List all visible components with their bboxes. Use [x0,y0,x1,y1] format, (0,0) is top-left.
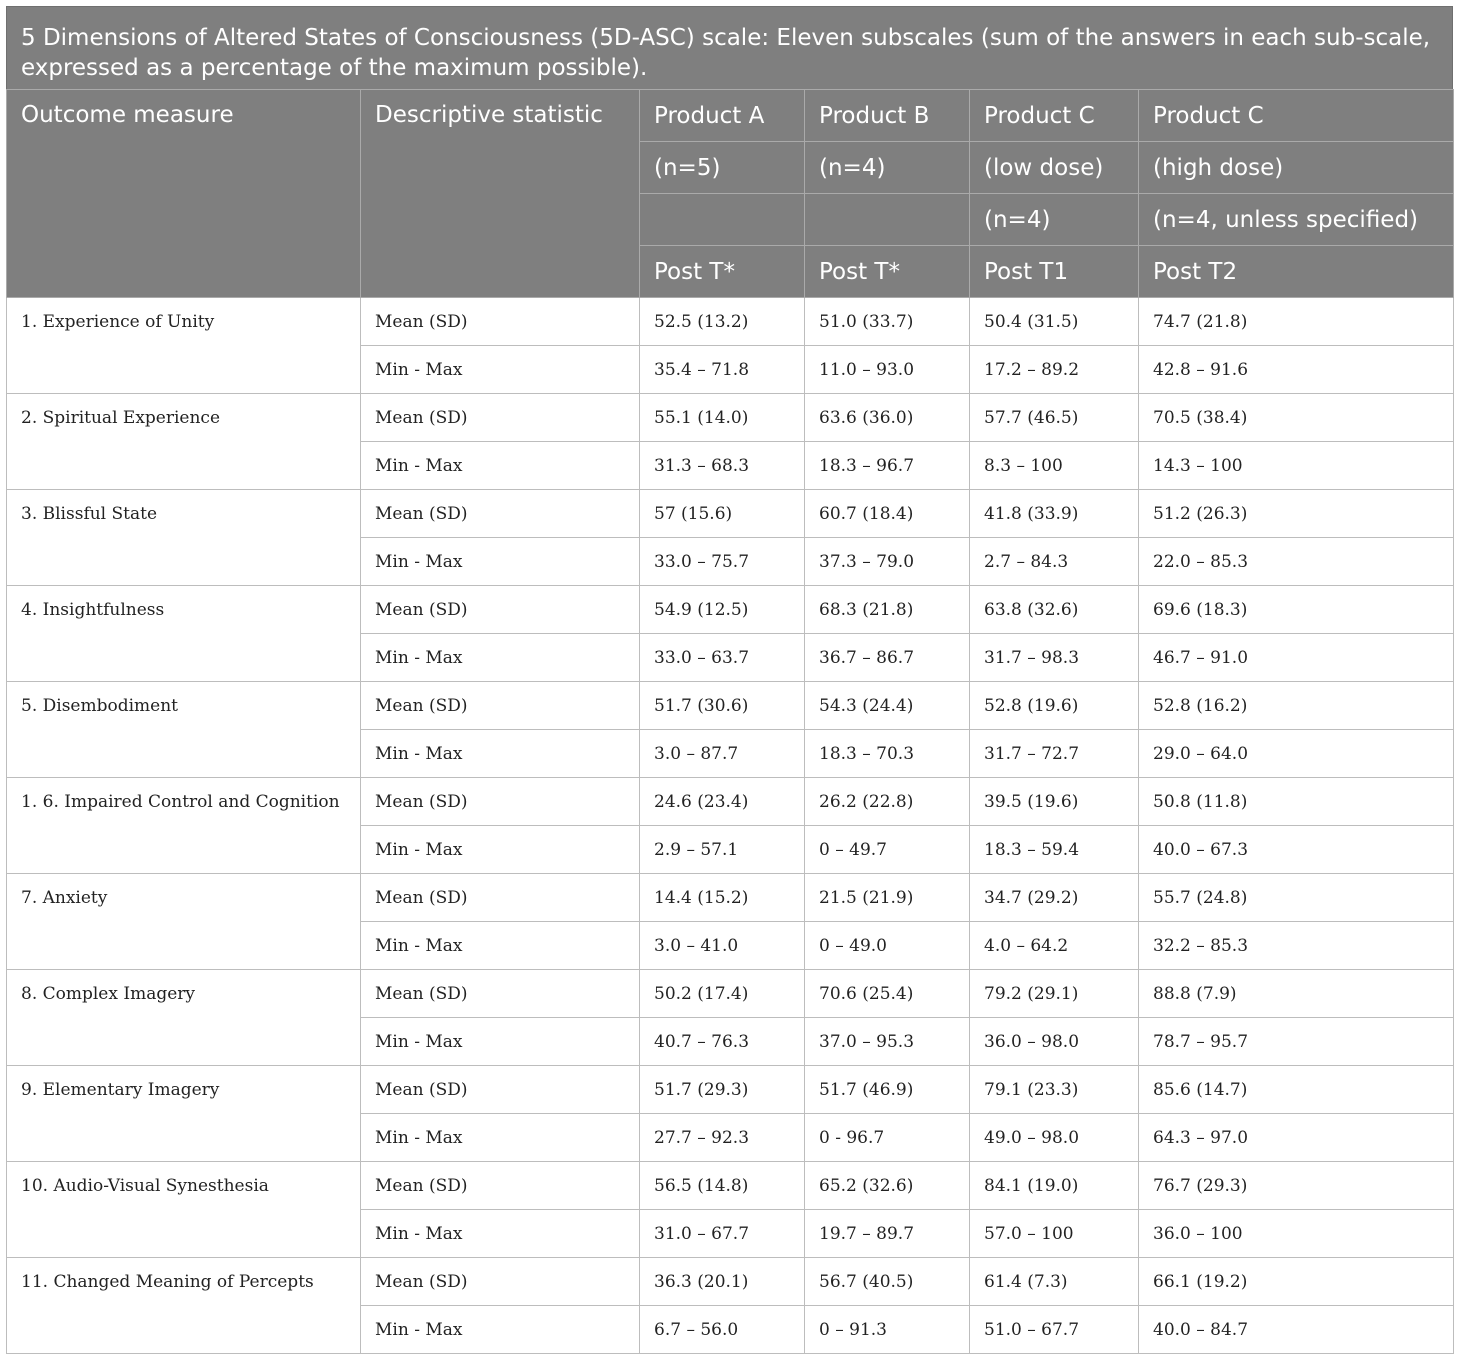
table-row [7,970,1454,1018]
table-cell: 68.3 (21.8) [805,586,970,634]
row-measure-label: 7. Anxiety [7,874,361,970]
header-row [7,90,1454,142]
table-cell: 51.7 (29.3) [640,1066,805,1114]
table-cell: 39.5 (19.6) [970,778,1139,826]
header-product-a-timepoint: Post T* [640,246,805,298]
table-row [7,586,1454,634]
table-cell: 55.1 (14.0) [640,394,805,442]
header-product-b-n: (n=4) [805,142,970,194]
table-cell: 52.5 (13.2) [640,298,805,346]
table-cell: 76.7 (29.3) [1139,1162,1454,1210]
table-cell: 63.6 (36.0) [805,394,970,442]
table-row [7,778,1454,826]
header-descriptive-statistic: Descriptive statistic [361,90,640,298]
table-cell: 41.8 (33.9) [970,490,1139,538]
table-caption: 5 Dimensions of Altered States of Consciousness (5D-ASC) scale: Eleven subscales (sum of the answers in each sub-scale, expressed as a percentage of the maximum possible). [6,6,1453,89]
row-stat-label: Mean (SD) [361,490,640,538]
table-cell: 37.3 – 79.0 [805,538,970,586]
table-cell: 27.7 – 92.3 [640,1114,805,1162]
table-cell: 11.0 – 93.0 [805,346,970,394]
table-cell: 40.0 – 84.7 [1139,1306,1454,1354]
table-cell: 31.7 – 72.7 [970,730,1139,778]
row-stat-label: Mean (SD) [361,778,640,826]
table-cell: 0 – 49.0 [805,922,970,970]
table-cell: 54.3 (24.4) [805,682,970,730]
table-cell: 85.6 (14.7) [1139,1066,1454,1114]
row-stat-label: Mean (SD) [361,1258,640,1306]
row-measure-label: 10. Audio-Visual Synesthesia [7,1162,361,1258]
table-cell: 50.2 (17.4) [640,970,805,1018]
table-cell: 51.7 (30.6) [640,682,805,730]
table-cell: 37.0 – 95.3 [805,1018,970,1066]
table-cell: 31.7 – 98.3 [970,634,1139,682]
table-cell: 18.3 – 96.7 [805,442,970,490]
table-header [7,90,1454,298]
table-cell: 79.1 (23.3) [970,1066,1139,1114]
table-cell: 40.7 – 76.3 [640,1018,805,1066]
row-stat-label: Min - Max [361,538,640,586]
table-cell: 18.3 – 70.3 [805,730,970,778]
header-product-c-high-name: Product C [1139,90,1454,142]
row-stat-label: Min - Max [361,1018,640,1066]
table-cell: 66.1 (19.2) [1139,1258,1454,1306]
table-cell: 14.3 – 100 [1139,442,1454,490]
table-cell: 22.0 – 85.3 [1139,538,1454,586]
table-body [7,298,1454,1354]
table-cell: 26.2 (22.8) [805,778,970,826]
row-measure-label: 9. Elementary Imagery [7,1066,361,1162]
table-cell: 61.4 (7.3) [970,1258,1139,1306]
table-cell: 36.0 – 100 [1139,1210,1454,1258]
table-cell: 56.7 (40.5) [805,1258,970,1306]
header-product-a-name: Product A [640,90,805,142]
header-product-c-high-dose: (high dose) [1139,142,1454,194]
table-cell: 84.1 (19.0) [970,1162,1139,1210]
table-cell: 70.5 (38.4) [1139,394,1454,442]
row-stat-label: Min - Max [361,1114,640,1162]
row-stat-label: Mean (SD) [361,970,640,1018]
row-stat-label: Mean (SD) [361,1162,640,1210]
row-stat-label: Min - Max [361,730,640,778]
table-cell: 2.7 – 84.3 [970,538,1139,586]
table-cell: 33.0 – 75.7 [640,538,805,586]
row-stat-label: Min - Max [361,826,640,874]
header-outcome-measure: Outcome measure [7,90,361,298]
header-product-b-timepoint: Post T* [805,246,970,298]
table-cell: 32.2 – 85.3 [1139,922,1454,970]
table-cell: 60.7 (18.4) [805,490,970,538]
table-cell: 0 - 96.7 [805,1114,970,1162]
row-stat-label: Mean (SD) [361,394,640,442]
table-cell: 64.3 – 97.0 [1139,1114,1454,1162]
row-measure-label: 8. Complex Imagery [7,970,361,1066]
table-cell: 51.7 (46.9) [805,1066,970,1114]
results-table [6,89,1454,1354]
table-cell: 36.0 – 98.0 [970,1018,1139,1066]
row-stat-label: Mean (SD) [361,298,640,346]
table-row [7,1162,1454,1210]
table-cell: 29.0 – 64.0 [1139,730,1454,778]
table-cell: 65.2 (32.6) [805,1162,970,1210]
table-cell: 46.7 – 91.0 [1139,634,1454,682]
table-cell: 56.5 (14.8) [640,1162,805,1210]
table-cell: 36.7 – 86.7 [805,634,970,682]
table-cell: 51.0 – 67.7 [970,1306,1139,1354]
table-row [7,394,1454,442]
table-row [7,298,1454,346]
table-row [7,682,1454,730]
table-cell: 88.8 (7.9) [1139,970,1454,1018]
table-cell: 51.2 (26.3) [1139,490,1454,538]
table-container [6,6,1453,1354]
header-product-c-low-timepoint: Post T1 [970,246,1139,298]
table-cell: 57 (15.6) [640,490,805,538]
table-cell: 31.0 – 67.7 [640,1210,805,1258]
table-row [7,490,1454,538]
header-product-a-n: (n=5) [640,142,805,194]
row-measure-label: 4. Insightfulness [7,586,361,682]
table-cell: 63.8 (32.6) [970,586,1139,634]
row-measure-label: 5. Disembodiment [7,682,361,778]
table-cell: 14.4 (15.2) [640,874,805,922]
table-cell: 3.0 – 87.7 [640,730,805,778]
table-cell: 57.7 (46.5) [970,394,1139,442]
table-cell: 49.0 – 98.0 [970,1114,1139,1162]
header-product-c-low-name: Product C [970,90,1139,142]
row-stat-label: Min - Max [361,1210,640,1258]
table-cell: 19.7 – 89.7 [805,1210,970,1258]
header-product-b-name: Product B [805,90,970,142]
row-measure-label: 1. 6. Impaired Control and Cognition [7,778,361,874]
table-cell: 33.0 – 63.7 [640,634,805,682]
table-cell: 2.9 – 57.1 [640,826,805,874]
table-cell: 8.3 – 100 [970,442,1139,490]
table-cell: 18.3 – 59.4 [970,826,1139,874]
header-product-c-high-n: (n=4, unless specified) [1139,194,1454,246]
row-stat-label: Mean (SD) [361,1066,640,1114]
table-cell: 51.0 (33.7) [805,298,970,346]
header-product-c-low-n: (n=4) [970,194,1139,246]
table-cell: 31.3 – 68.3 [640,442,805,490]
row-stat-label: Min - Max [361,922,640,970]
header-product-a-extra [640,194,805,246]
table-cell: 35.4 – 71.8 [640,346,805,394]
table-cell: 57.0 – 100 [970,1210,1139,1258]
table-cell: 50.4 (31.5) [970,298,1139,346]
table-cell: 34.7 (29.2) [970,874,1139,922]
table-row [7,874,1454,922]
table-cell: 4.0 – 64.2 [970,922,1139,970]
table-cell: 42.8 – 91.6 [1139,346,1454,394]
row-measure-label: 2. Spiritual Experience [7,394,361,490]
row-stat-label: Mean (SD) [361,682,640,730]
row-measure-label: 1. Experience of Unity [7,298,361,394]
row-stat-label: Min - Max [361,634,640,682]
table-cell: 17.2 – 89.2 [970,346,1139,394]
table-cell: 3.0 – 41.0 [640,922,805,970]
row-stat-label: Mean (SD) [361,874,640,922]
row-stat-label: Min - Max [361,442,640,490]
table-cell: 0 – 91.3 [805,1306,970,1354]
table-row [7,1258,1454,1306]
header-product-c-low-dose: (low dose) [970,142,1139,194]
table-row [7,1066,1454,1114]
table-cell: 24.6 (23.4) [640,778,805,826]
table-cell: 52.8 (16.2) [1139,682,1454,730]
table-cell: 79.2 (29.1) [970,970,1139,1018]
row-stat-label: Min - Max [361,346,640,394]
table-cell: 6.7 – 56.0 [640,1306,805,1354]
table-cell: 50.8 (11.8) [1139,778,1454,826]
table-cell: 70.6 (25.4) [805,970,970,1018]
header-product-c-high-timepoint: Post T2 [1139,246,1454,298]
table-cell: 52.8 (19.6) [970,682,1139,730]
table-cell: 69.6 (18.3) [1139,586,1454,634]
table-cell: 55.7 (24.8) [1139,874,1454,922]
header-product-b-extra [805,194,970,246]
table-cell: 0 – 49.7 [805,826,970,874]
table-cell: 74.7 (21.8) [1139,298,1454,346]
row-measure-label: 3. Blissful State [7,490,361,586]
row-stat-label: Mean (SD) [361,586,640,634]
row-stat-label: Min - Max [361,1306,640,1354]
table-cell: 40.0 – 67.3 [1139,826,1454,874]
table-cell: 54.9 (12.5) [640,586,805,634]
table-cell: 78.7 – 95.7 [1139,1018,1454,1066]
table-cell: 21.5 (21.9) [805,874,970,922]
row-measure-label: 11. Changed Meaning of Percepts [7,1258,361,1354]
table-cell: 36.3 (20.1) [640,1258,805,1306]
